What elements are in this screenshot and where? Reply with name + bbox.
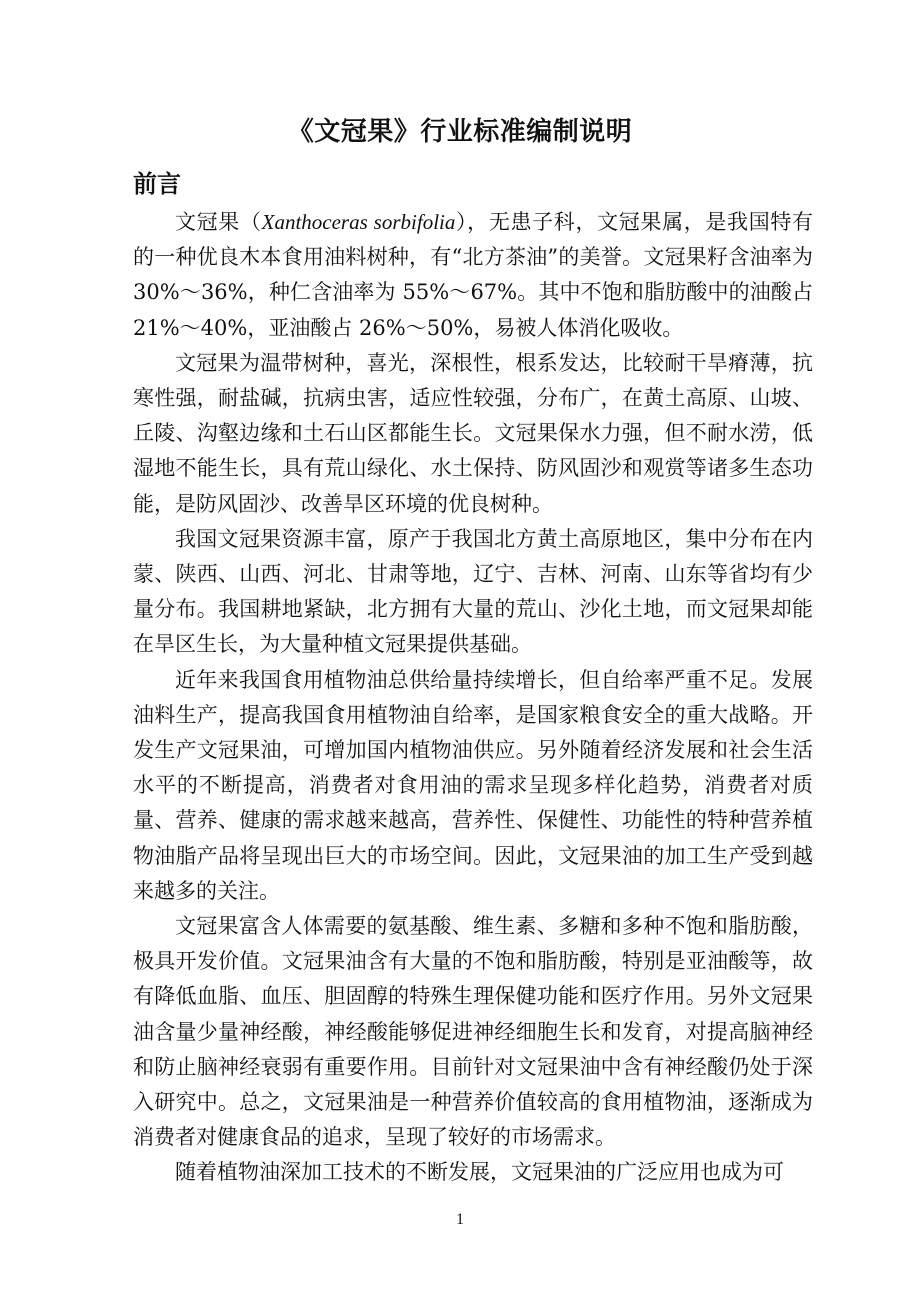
paragraph-3: 我国文冠果资源丰富，原产于我国北方黄土高原地区，集中分布在内蒙、陕西、山西、河北、甘肃等地，辽宁、吉林、河南、山东等省均有少量分布。我国耕地紧缺，北方拥有大量的荒山、沙化土地，而文冠果却能在旱区生长，为大量种植文冠果提供基础。 [133, 526, 813, 657]
paragraph-1-before-latin: 文冠果（ [175, 210, 262, 234]
section-heading-preface: 前言 [133, 170, 181, 198]
paragraph-1-after-latin: ），无患子科，文冠果属，是我国特有的一种优良木本食用油料树种，有“北方茶油”的美誉。文冠果籽含油率为 30%～36%，种仁含油率为 55%～67%。其中不饱和脂肪酸中的油酸占 21%～40%，亚油酸占 26%～50%，易被人体消化吸收。 [133, 210, 814, 340]
paragraph-4: 近年来我国食用植物油总供给量持续增长，但自给率严重不足。发展油料生产，提高我国食用植物油自给率，是国家粮食安全的重大战略。开发生产文冠果油，可增加国内植物油供应。另外随着经济发展和社会生活水平的不断提高，消费者对食用油的需求呈现多样化趋势，消费者对质量、营养、健康的需求越来越高，营养性、保健性、功能性的特种营养植物油脂产品将呈现出巨大的市场空间。因此，文冠果油的加工生产受到越来越多的关注。 [133, 667, 813, 903]
paragraph-5: 文冠果富含人体需要的氨基酸、维生素、多糖和多种不饱和脂肪酸，极具开发价值。文冠果油含有大量的不饱和脂肪酸，特别是亚油酸等，故有降低血脂、血压、胆固醇的特殊生理保健功能和医疗作用。另外文冠果油含量少量神经酸，神经酸能够促进神经细胞生长和发育，对提高脑神经和防止脑神经衰弱有重要作用。目前针对文冠果油中含有神经酸仍处于深入研究中。总之，文冠果油是一种营养价值较高的食用植物油，逐渐成为消费者对健康食品的追求，呈现了较好的市场需求。 [133, 914, 813, 1150]
paragraph-1 [133, 205, 813, 346]
document-body [133, 205, 813, 1191]
page-number: 1 [456, 1211, 464, 1228]
paragraph-6: 随着植物油深加工技术的不断发展，文冠果油的广泛应用也成为可 [175, 1160, 784, 1185]
document-title: 《文冠果》行业标准编制说明 [287, 117, 633, 147]
paragraph-2: 文冠果为温带树种，喜光，深根性，根系发达，比较耐干旱瘠薄，抗寒性强，耐盐碱，抗病虫害，适应性较强，分布广，在黄土高原、山坡、丘陵、沟壑边缘和土石山区都能生长。文冠果保水力强，但不耐水涝，低湿地不能生长，具有荒山绿化、水土保持、防风固沙和观赏等诸多生态功能，是防风固沙、改善旱区环境的优良树种。 [133, 350, 813, 516]
scientific-name: Xanthoceras sorbifolia [261, 210, 456, 234]
